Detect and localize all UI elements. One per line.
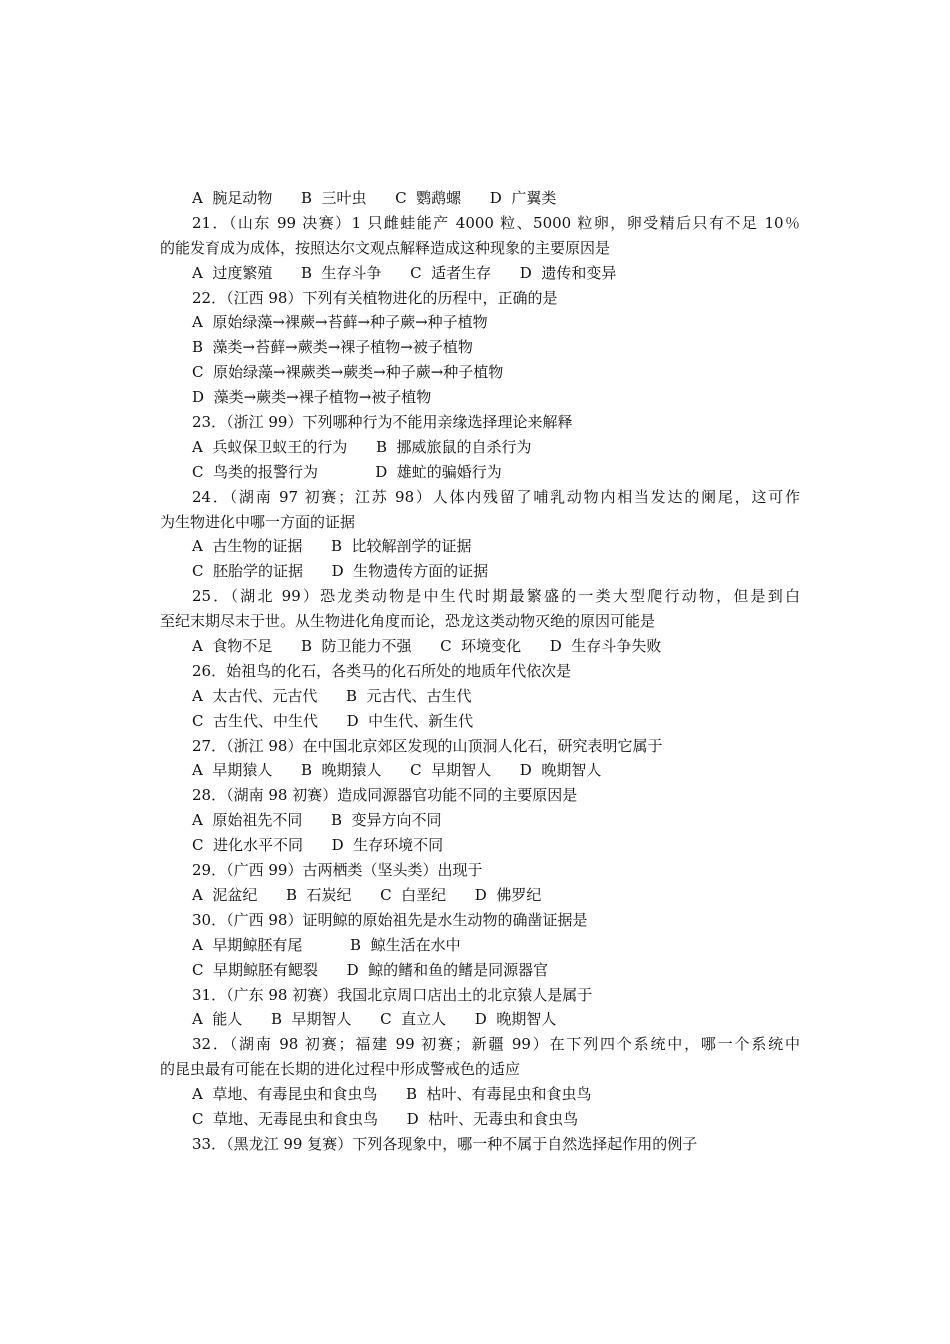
text-line: 25．（湖北 99）恐龙类动物是中生代时期最繁盛的一类大型爬行动物，但是到白 [192, 587, 800, 606]
text-line: 30．（广西 98）证明鲸的原始祖先是水生动物的确凿证据是 [192, 910, 588, 929]
text-line: 33．（黑龙江 99 复赛）下列各现象中，哪一种不属于自然选择起作用的例子 [192, 1134, 698, 1153]
text-line: 29．（广西 99）古两栖类（坚头类）出现于 [192, 861, 483, 880]
text-line: 24．（湖南 97 初赛；江苏 98）人体内残留了哺乳动物内相当发达的阑尾，这可作 [192, 487, 800, 506]
text-line: A 太古代、元古代 B 元古代、古生代 [192, 686, 472, 705]
text-line: A 泥盆纪 B 石炭纪 C 白垩纪 D 佛罗纪 [192, 885, 542, 904]
text-line: 27．（浙江 98）在中国北京郊区发现的山顶洞人化石，研究表明它属于 [192, 736, 663, 755]
text-line: A 原始祖先不同 B 变异方向不同 [192, 811, 442, 830]
text-line: A 能人 B 早期智人 C 直立人 D 晚期智人 [192, 1010, 557, 1029]
text-line: 的昆虫最有可能在长期的进化过程中形成警戒色的适应 [160, 1060, 521, 1079]
text-line: C 鸟类的报警行为 D 雄虻的骗婚行为 [192, 462, 502, 481]
text-line: 的能发育成为成体，按照达尔文观点解释造成这种现象的主要原因是 [160, 238, 611, 257]
text-line: A 早期猿人 B 晚期猿人 C 早期智人 D 晚期智人 [192, 761, 602, 780]
text-line: 32．（湖南 98 初赛；福建 99 初赛；新疆 99）在下列四个系统中，哪一个系统中 [192, 1035, 800, 1054]
text-line: A 兵蚁保卫蚁王的行为 B 挪威旅鼠的自杀行为 [192, 437, 532, 456]
text-line: A 腕足动物 B 三叶虫 C 鹦鹉螺 D 广翼类 [192, 189, 557, 207]
text-line: 22．（江西 98）下列有关植物进化的历程中，正确的是 [192, 288, 558, 307]
text-line: A 早期鲸胚有尾 B 鲸生活在水中 [192, 935, 461, 954]
text-line: A 古生物的证据 B 比较解剖学的证据 [192, 537, 472, 556]
text-line: 21．（山东 99 决赛）1 只雌蛙能产 4000 粒、5000 粒卵，卵受精后只有不足 10％ [192, 213, 800, 232]
text-line: 31．（广东 98 初赛）我国北京周口店出土的北京猿人是属于 [192, 985, 593, 1004]
text-line: D 藻类→蕨类→裸子植物→被子植物 [192, 388, 432, 407]
text-line: C 胚胎学的证据 D 生物遗传方面的证据 [192, 562, 489, 581]
text-line: B 藻类→苔藓→蕨类→裸子植物→被子植物 [192, 338, 473, 357]
text-line: C 进化水平不同 D 生存环境不同 [192, 836, 444, 855]
question-text [160, 186, 800, 1157]
text-line: 为生物进化中哪一方面的证据 [160, 512, 356, 531]
text-line: A 草地、有毒昆虫和食虫鸟 B 枯叶、有毒昆虫和食虫鸟 [192, 1085, 592, 1104]
text-line: 23．（浙江 99）下列哪种行为不能用亲缘选择理论来解释 [192, 413, 573, 432]
text-line: 28．（湖南 98 初赛）造成同源器官功能不同的主要原因是 [192, 786, 578, 805]
text-line: C 草地、无毒昆虫和食虫鸟 D 枯叶、无毒虫和食虫鸟 [192, 1109, 579, 1128]
text-line: A 原始绿藻→裸蕨→苔藓→种子蕨→种子植物 [192, 313, 488, 332]
text-line: A 食物不足 B 防卫能力不强 C 环境变化 D 生存斗争失败 [192, 637, 662, 656]
text-line: C 原始绿藻→裸蕨类→蕨类→种子蕨→种子植物 [192, 363, 504, 382]
text-line: C 古生代、中生代 D 中生代、新生代 [192, 711, 474, 730]
text-line: C 早期鲸胚有鳃裂 D 鲸的鳍和鱼的鳍是同源器官 [192, 960, 549, 979]
text-line: 至纪末期尽末于世。从生物进化角度而论，恐龙这类动物灭绝的原因可能是 [160, 612, 656, 631]
text-line: 26．始祖鸟的化石，各类马的化石所处的地质年代依次是 [192, 661, 572, 680]
text-line: A 过度繁殖 B 生存斗争 C 适者生存 D 遗传和变异 [192, 263, 617, 282]
